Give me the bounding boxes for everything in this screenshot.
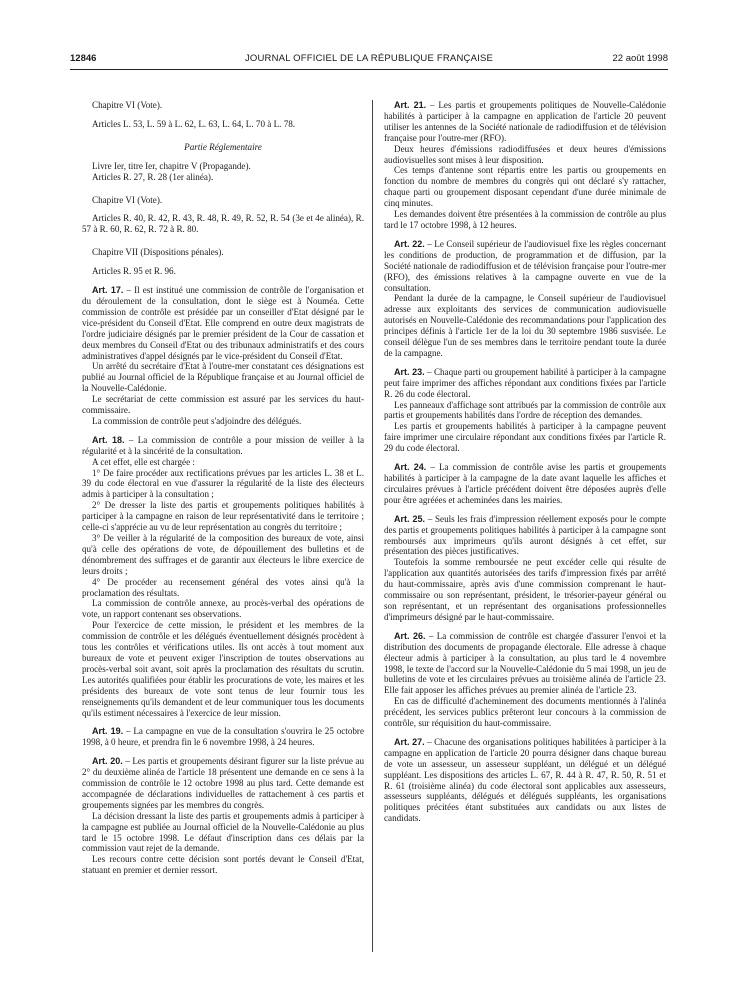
article-text: – Chaque parti ou groupement habilité à participer à la campagne peut faire imprimer des affiches répondant aux conditions fixées par l'article R. 26 du code électoral. bbox=[384, 366, 666, 399]
paragraph: Les recours contre cette décision sont portés devant le Conseil d'Etat, statuant en premier et dernier ressort. bbox=[82, 854, 364, 876]
article-25 bbox=[384, 514, 666, 558]
article-label: Art. 20. bbox=[92, 756, 123, 767]
article-label: Art. 17. bbox=[92, 285, 124, 296]
paragraph: Deux heures d'émissions radiodiffusées et deux heures d'émissions audiovisuelles sont mises à leur disposition. bbox=[384, 143, 666, 165]
column-divider bbox=[372, 100, 373, 952]
article-23 bbox=[384, 367, 666, 400]
article-label: Art. 19. bbox=[92, 726, 124, 737]
article-20 bbox=[82, 756, 364, 811]
issue-date: 22 août 1998 bbox=[612, 53, 668, 64]
article-text: – Les partis et groupements désirant figurer sur la liste prévue au 2° du deuxième alinéa de l'article 18 présentent une demande en ce sens à la commission de contrôle le 12 octobre 1998 au plus tard. Cette demande est accompagnée de déclarations individuelles de rattachement à ces partis et groupements signées par les membres du congrès. bbox=[82, 756, 364, 810]
article-label: Art. 27. bbox=[394, 736, 425, 747]
article-list: Articles R. 27, R. 28 (1er alinéa). bbox=[92, 171, 214, 182]
article-text: – Chacune des organisations politiques habilitées à participer à la campagne en application de l'article 20 pourra désigner dans chaque bureau de vote un assesseur, un assesseur suppléant, un délégué et un délégué suppléant. Les dispositions des articles L. 67, R. 44 à R. 47, R. 50, R. 51 et R. 61 (troisième alinéa) du code électoral sont applicables aux assesseurs, assesseurs suppléants, délégués et délégués suppléants, les organisations politiques précitées étant substituées aux candidats ou aux listes de candidats. bbox=[384, 736, 666, 824]
chapter-heading: Chapitre VI (Vote). bbox=[92, 100, 163, 110]
paragraph: La commission de contrôle annexe, au procès-verbal des opérations de vote, un rapport contenant ses observations. bbox=[82, 598, 364, 620]
paragraph: En cas de difficulté d'acheminement des documents mentionnés à l'alinéa précédent, les services publics prêteront leur concours à la commission de contrôle, sur réquisition du haut-commissaire. bbox=[384, 696, 666, 729]
article-26 bbox=[384, 631, 666, 696]
paragraph: Le secrétariat de cette commission est assuré par les services du haut-commissaire. bbox=[82, 394, 364, 416]
article-text: – Il est institué une commission de contrôle de l'organisation et du déroulement de la consultation, dont le siège est à Nouméa. Cette commission de contrôle est présidée par un conseiller d'Etat désigné par le vice-président du Conseil d'Etat. Elle comprend en outre deux magistrats de l'ordre judiciaire désignés par le premier président de la Cour de cassation et deux membres du Conseil d'Etat ou des tribunaux administratifs et des cours administratives d'appel désignés par le vice-président du Conseil d'Etat. bbox=[82, 285, 364, 361]
article-text: – La commission de contrôle a pour mission de veiller à la régularité et à la sincérité de la consultation. bbox=[82, 434, 365, 456]
article-24 bbox=[384, 462, 666, 506]
article-label: Art. 18. bbox=[92, 434, 125, 445]
page-number: 12846 bbox=[70, 53, 97, 64]
paragraph: Toutefois la somme remboursée ne peut excéder celle qui résulte de l'application aux quantités autorisées des tarifs d'impression fixés par arrêté du haut-commissaire, après avis d'une commission comprenant le haut-commissaire ou son représentant, président, le trésorier-payeur général ou son représentant, et un représentant des organisations professionnelles d'imprimeurs désigné par le haut-commissaire. bbox=[384, 557, 666, 622]
article-label: Art. 21. bbox=[394, 100, 427, 110]
paragraph: Ces temps d'antenne sont répartis entre les partis ou groupements en fonction du nombre de membres du congrès qui ont déclaré s'y rattacher, chaque parti ou groupement disposant cependant d'une durée minimale de cinq minutes. bbox=[384, 165, 666, 209]
paragraph: La commission de contrôle peut s'adjoindre des délégués. bbox=[92, 415, 302, 426]
page-header bbox=[70, 53, 668, 70]
paragraph: Un arrêté du secrétaire d'Etat à l'outre-mer constatant ces désignations est publié au Journal officiel de la République française et au Journal officiel de la Nouvelle-Calédonie. bbox=[82, 361, 364, 394]
article-list: Articles L. 53, L. 59 à L. 62, L. 63, L. 64, L. 70 à L. 78. bbox=[92, 118, 296, 129]
chapter-heading: Chapitre VII (Dispositions pénales). bbox=[92, 247, 224, 258]
part-heading: Partie Réglementaire bbox=[184, 141, 262, 152]
article-label: Art. 24. bbox=[394, 462, 427, 473]
article-list: Articles R. 95 et R. 96. bbox=[92, 266, 176, 277]
paragraph: Les partis et groupements habilités à participer à la campagne peuvent faire imprimer une circulaire répondant aux conditions fixées par l'article R. 29 du code électoral. bbox=[384, 421, 666, 454]
chapter-heading: Chapitre VI (Vote). bbox=[92, 194, 163, 205]
paragraph: Pendant la durée de la campagne, le Conseil supérieur de l'audiovisuel adresse aux exploitants des services de communication audiovisuelle autorisés en Nouvelle-Calédonie des recommandations pour l'application des principes définis à l'article 1er de la loi du 30 septembre 1986 susvisée. Le conseil délègue l'un de ses membres dans le territoire pendant toute la durée de la campagne. bbox=[384, 293, 666, 358]
article-list: Articles R. 40, R. 42, R. 43, R. 48, R. 49, R. 52, R. 54 (3e et 4e alinéa), R. 57 à R. 60, R. 62, R. 72 à R. 80. bbox=[82, 213, 364, 235]
article-text: – La commission de contrôle avise les partis et groupements habilités à participer à la campagne de la date avant laquelle les affiches et circulaires prévues à l'article précédent doivent être déposées auprès d'elle pour être agréées et acheminées dans les mairies. bbox=[384, 462, 666, 505]
article-19 bbox=[82, 726, 364, 748]
journal-title: JOURNAL OFFICIEL DE LA RÉPUBLIQUE FRANÇAISE bbox=[244, 53, 494, 64]
paragraph: Les panneaux d'affichage sont attribués par la commission de contrôle aux partis et groupements habilités dans l'ordre de réception des demandes. bbox=[384, 399, 666, 421]
left-column bbox=[82, 100, 364, 876]
article-text: – La commission de contrôle est chargée d'assurer l'envoi et la distribution des documents de propagande électorale. Elle adresse à chaque électeur admis à participer à la consultation, au plus tard le 4 novembre 1998, le texte de l'accord sur la Nouvelle-Calédonie du 5 mai 1998, un jeu de bulletins de vote et les circulaires prévues au troisième alinéa de l'article 23. Elle fait apposer les affiches prévues au premier alinéa de l'article 23. bbox=[384, 630, 667, 696]
paragraph: A cet effet, elle est chargée : bbox=[92, 456, 195, 467]
right-column bbox=[384, 100, 666, 824]
article-21 bbox=[384, 100, 666, 144]
article-label: Art. 25. bbox=[394, 513, 425, 524]
article-27 bbox=[384, 737, 666, 824]
paragraph: Pour l'exercice de cette mission, le président et les membres de la commission de contrôle et les délégués éventuellement désignés procèdent à tous les contrôles et vérifications utiles. Ils ont accès à tout moment aux bureaux de vote et peuvent exiger l'inscription de toutes observations au procès-verbal soit avant, soit après la proclamation des résultats du scrutin. Les autorités qualifiées pour établir les procurations de vote, les maires et les présidents des bureaux de vote sont tenus de leur fournir tous les renseignements qu'ils demandent et de leur communiquer tous les documents qu'ils estiment nécessaires à l'exercice de leur mission. bbox=[82, 620, 364, 718]
paragraph: 1° De faire procéder aux rectifications prévues par les articles L. 38 et L. 39 du code électoral en vue d'assurer la régularité de la liste des électeurs admis à participer à la consultation ; bbox=[82, 467, 364, 500]
paragraph: 4° De procéder au recensement général des votes ainsi qu'à la proclamation des résultats. bbox=[82, 576, 364, 598]
article-22 bbox=[384, 239, 666, 294]
book-heading: Livre Ier, titre Ier, chapitre V (Propagande). bbox=[92, 160, 251, 171]
article-text: – Le Conseil supérieur de l'audiovisuel fixe les règles concernant les conditions de production, de programmation et de diffusion, par la Société nationale de radiodiffusion et de télévision française pour l'outre-mer (RFO), des émissions relatives à la campagne ouverte en vue de la consultation. bbox=[384, 238, 666, 293]
paragraph: La décision dressant la liste des partis et groupements admis à participer à la campagne est publiée au Journal officiel de la Nouvelle-Calédonie au plus tard le 15 octobre 1998. Le défaut d'inscription dans ces délais par la commission vaut rejet de la demande. bbox=[82, 810, 364, 854]
article-label: Art. 22. bbox=[394, 238, 425, 249]
article-text: – Seuls les frais d'impression réellement exposés pour le compte des partis et groupements politiques habilités à participer à la campagne sont remboursés aux imprimeurs qu'ils auront désignés à cet effet, sur présentation des pièces justificatives. bbox=[384, 513, 666, 557]
article-18 bbox=[82, 435, 364, 457]
article-label: Art. 26. bbox=[394, 630, 426, 641]
article-text: – La campagne en vue de la consultation s'ouvrira le 25 octobre 1998, à 0 heure, et prendra fin le 6 novembre 1998, à 24 heures. bbox=[82, 726, 364, 748]
paragraph: 3° De veiller à la régularité de la composition des bureaux de vote, ainsi qu'à celle des opérations de vote, de dépouillement des bulletins et de dénombrement des suffrages et de garantir aux électeurs le libre exercice de leurs droits ; bbox=[82, 533, 364, 576]
article-label: Art. 23. bbox=[394, 366, 425, 377]
paragraph: 2° De dresser la liste des partis et groupements politiques habilités à participer à la campagne en raison de leur représentativité dans le territoire ; celle-ci s'apprécie au vu de leur représentation au congrès du territoire ; bbox=[82, 500, 364, 533]
paragraph: Les demandes doivent être présentées à la commission de contrôle au plus tard le 17 octobre 1998, à 12 heures. bbox=[384, 209, 666, 230]
article-17 bbox=[82, 285, 364, 361]
article-text: – Les partis et groupements politiques de Nouvelle-Calédonie habilités à participer à la campagne en application de l'article 20 peuvent utiliser les antennes de la Société nationale de radiodiffusion et de télévision française pour l'outre-mer (RFO). bbox=[384, 100, 667, 143]
